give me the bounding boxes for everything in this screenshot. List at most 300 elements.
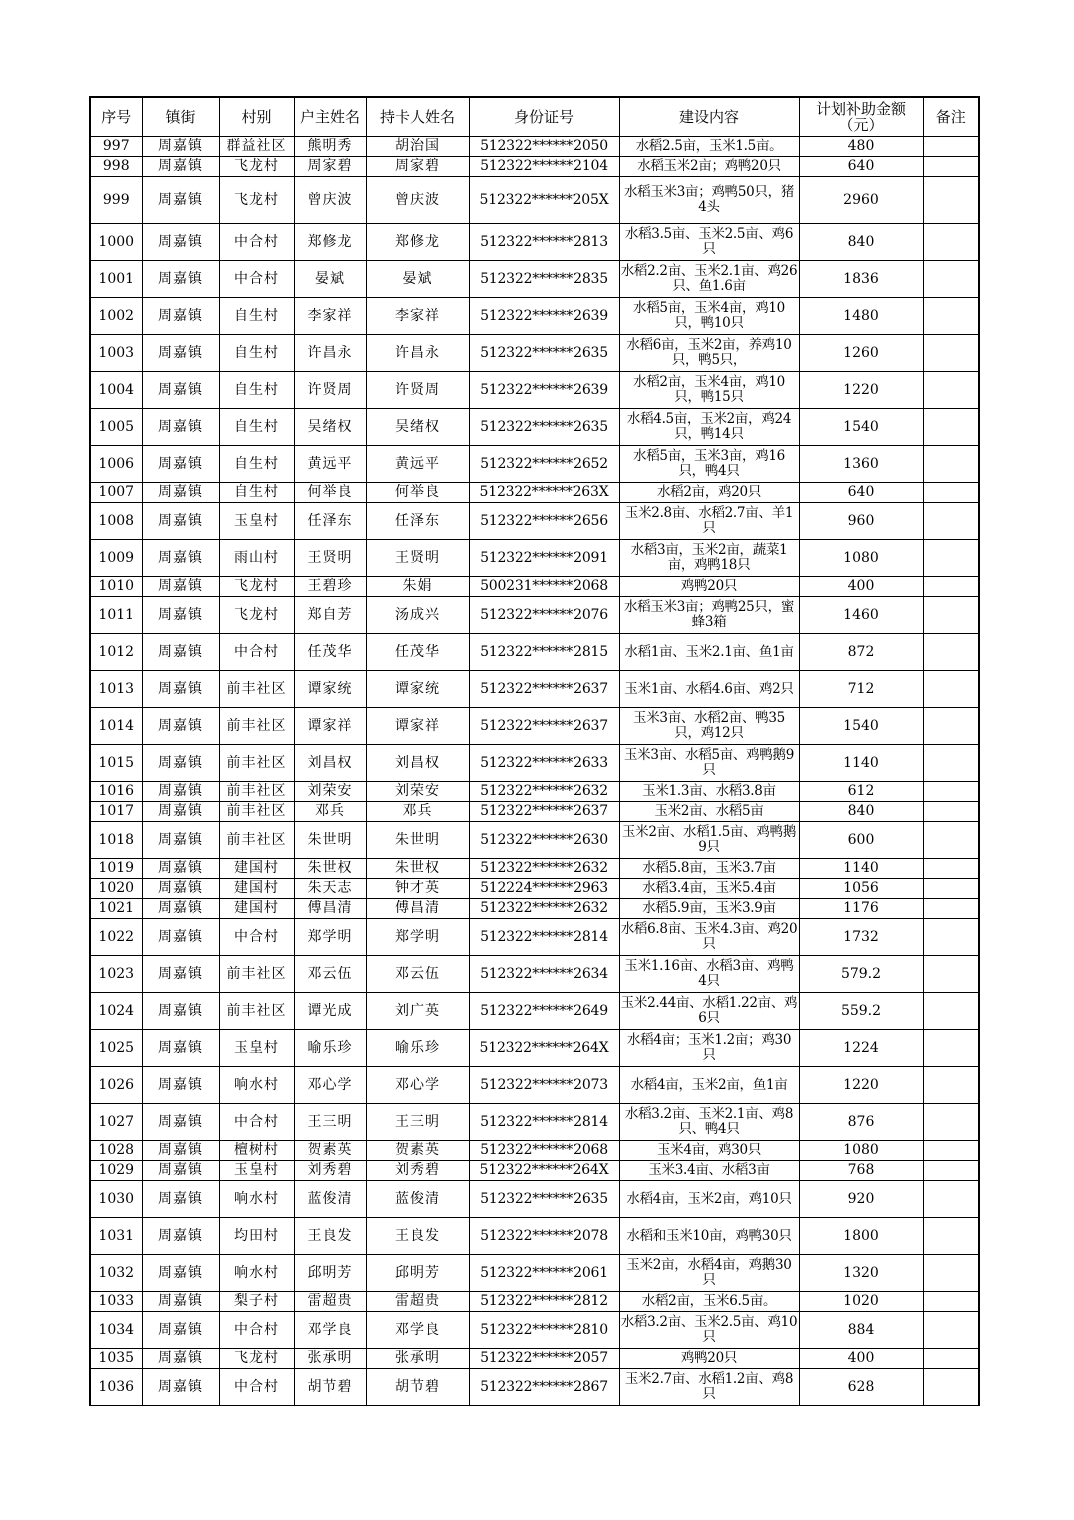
cell-town: 周嘉镇 [142, 483, 219, 503]
cell-holder: 张承明 [366, 1349, 469, 1369]
cell-owner: 邓心学 [294, 1067, 366, 1104]
cell-village: 自生村 [219, 409, 294, 446]
cell-owner: 谭光成 [294, 993, 366, 1030]
cell-amount: 600 [799, 822, 923, 859]
cell-amount: 768 [799, 1161, 923, 1181]
cell-build: 水稻4亩，玉米2亩，鱼1亩 [619, 1067, 799, 1104]
table-row [90, 919, 979, 956]
cell-town: 周嘉镇 [142, 335, 219, 372]
cell-holder: 雷超贵 [366, 1292, 469, 1312]
cell-build: 水稻玉米3亩；鸡鸭50只，猪4头 [619, 177, 799, 224]
cell-id: 512322******2652 [469, 446, 619, 483]
cell-amount: 1140 [799, 745, 923, 782]
cell-note [923, 1104, 979, 1141]
cell-id: 512322******2813 [469, 224, 619, 261]
cell-note [923, 335, 979, 372]
cell-id: 512322******2639 [469, 372, 619, 409]
cell-build: 水稻2亩，玉米6.5亩。 [619, 1292, 799, 1312]
cell-town: 周嘉镇 [142, 1218, 219, 1255]
cell-note [923, 956, 979, 993]
cell-amount: 1056 [799, 879, 923, 899]
cell-build: 水稻玉米2亩；鸡鸭20只 [619, 157, 799, 177]
cell-village: 中合村 [219, 1312, 294, 1349]
cell-build: 水稻6亩，玉米2亩，养鸡10只，鸭5只， [619, 335, 799, 372]
table-row [90, 1067, 979, 1104]
cell-build: 玉米3.4亩、水稻3亩 [619, 1161, 799, 1181]
cell-build: 水稻4亩；玉米1.2亩；鸡30只 [619, 1030, 799, 1067]
cell-holder: 朱世明 [366, 822, 469, 859]
table-row [90, 137, 979, 157]
cell-build: 水稻3.2亩、玉米2.5亩、鸡10只 [619, 1312, 799, 1349]
header-village: 村别 [219, 97, 294, 137]
cell-town: 周嘉镇 [142, 372, 219, 409]
cell-id: 512322******2814 [469, 1104, 619, 1141]
cell-id: 512322******2810 [469, 1312, 619, 1349]
cell-note [923, 802, 979, 822]
cell-seq: 1022 [90, 919, 142, 956]
cell-seq: 1013 [90, 671, 142, 708]
table-row [90, 298, 979, 335]
cell-village: 飞龙村 [219, 157, 294, 177]
cell-build: 玉米4亩，鸡30只 [619, 1141, 799, 1161]
table-row [90, 1312, 979, 1349]
table-row [90, 335, 979, 372]
cell-seq: 1033 [90, 1292, 142, 1312]
cell-town: 周嘉镇 [142, 782, 219, 802]
cell-amount: 1800 [799, 1218, 923, 1255]
header-note: 备注 [923, 97, 979, 137]
cell-owner: 许贤周 [294, 372, 366, 409]
table-row [90, 956, 979, 993]
cell-amount: 559.2 [799, 993, 923, 1030]
cell-owner: 谭家祥 [294, 708, 366, 745]
cell-owner: 蓝俊清 [294, 1181, 366, 1218]
cell-id: 512224******2963 [469, 879, 619, 899]
cell-owner: 朱世明 [294, 822, 366, 859]
cell-holder: 王贤明 [366, 540, 469, 577]
cell-town: 周嘉镇 [142, 137, 219, 157]
cell-seq: 1000 [90, 224, 142, 261]
cell-id: 512322******2635 [469, 409, 619, 446]
cell-build: 水稻5亩，玉米4亩，鸡10只，鸭10只 [619, 298, 799, 335]
cell-town: 周嘉镇 [142, 879, 219, 899]
cell-holder: 许昌永 [366, 335, 469, 372]
cell-owner: 谭家统 [294, 671, 366, 708]
cell-owner: 王三明 [294, 1104, 366, 1141]
cell-seq: 1031 [90, 1218, 142, 1255]
cell-holder: 贺素英 [366, 1141, 469, 1161]
cell-build: 玉米2.7亩、水稻1.2亩、鸡8只 [619, 1369, 799, 1406]
table-row [90, 671, 979, 708]
cell-build: 水稻玉米3亩；鸡鸭25只，蜜蜂3箱 [619, 597, 799, 634]
cell-amount: 1460 [799, 597, 923, 634]
cell-amount: 1732 [799, 919, 923, 956]
cell-town: 周嘉镇 [142, 745, 219, 782]
cell-owner: 郑自芳 [294, 597, 366, 634]
cell-id: 512322******2649 [469, 993, 619, 1030]
cell-id: 512322******2814 [469, 919, 619, 956]
cell-town: 周嘉镇 [142, 1141, 219, 1161]
cell-id: 512322******2076 [469, 597, 619, 634]
cell-village: 前丰社区 [219, 745, 294, 782]
cell-town: 周嘉镇 [142, 577, 219, 597]
cell-seq: 998 [90, 157, 142, 177]
cell-build: 玉米2亩，水稻4亩，鸡鹅30只 [619, 1255, 799, 1292]
table-row [90, 634, 979, 671]
cell-id: 512322******2639 [469, 298, 619, 335]
cell-owner: 朱天志 [294, 879, 366, 899]
cell-id: 512322******2057 [469, 1349, 619, 1369]
cell-amount: 400 [799, 577, 923, 597]
table-row [90, 879, 979, 899]
cell-holder: 何举良 [366, 483, 469, 503]
cell-town: 周嘉镇 [142, 1292, 219, 1312]
cell-amount: 1320 [799, 1255, 923, 1292]
cell-owner: 周家碧 [294, 157, 366, 177]
cell-village: 自生村 [219, 483, 294, 503]
cell-id: 512322******2078 [469, 1218, 619, 1255]
cell-owner: 任泽东 [294, 503, 366, 540]
cell-build: 水稻1亩、玉米2.1亩、鱼1亩 [619, 634, 799, 671]
cell-seq: 1028 [90, 1141, 142, 1161]
table-row [90, 1141, 979, 1161]
cell-seq: 1029 [90, 1161, 142, 1181]
header-seq: 序号 [90, 97, 142, 137]
cell-seq: 1027 [90, 1104, 142, 1141]
cell-seq: 1002 [90, 298, 142, 335]
cell-owner: 熊明秀 [294, 137, 366, 157]
cell-town: 周嘉镇 [142, 822, 219, 859]
cell-owner: 张承明 [294, 1349, 366, 1369]
cell-id: 512322******2635 [469, 335, 619, 372]
cell-id: 512322******2867 [469, 1369, 619, 1406]
cell-village: 玉皇村 [219, 1161, 294, 1181]
table-row [90, 708, 979, 745]
cell-id: 512322******264X [469, 1030, 619, 1067]
cell-holder: 周家碧 [366, 157, 469, 177]
cell-note [923, 446, 979, 483]
cell-note [923, 157, 979, 177]
cell-build: 玉米1.16亩、水稻3亩、鸡鸭4只 [619, 956, 799, 993]
cell-amount: 1080 [799, 540, 923, 577]
cell-build: 水稻2亩，鸡20只 [619, 483, 799, 503]
cell-seq: 1012 [90, 634, 142, 671]
header-row [90, 97, 979, 137]
cell-town: 周嘉镇 [142, 1255, 219, 1292]
cell-amount: 884 [799, 1312, 923, 1349]
cell-amount: 1360 [799, 446, 923, 483]
cell-note [923, 822, 979, 859]
cell-town: 周嘉镇 [142, 540, 219, 577]
cell-owner: 任茂华 [294, 634, 366, 671]
cell-id: 512322******2637 [469, 802, 619, 822]
cell-id: 512322******2633 [469, 745, 619, 782]
cell-village: 飞龙村 [219, 577, 294, 597]
cell-village: 前丰社区 [219, 782, 294, 802]
cell-village: 前丰社区 [219, 956, 294, 993]
cell-amount: 1260 [799, 335, 923, 372]
cell-amount: 840 [799, 224, 923, 261]
cell-amount: 628 [799, 1369, 923, 1406]
table-row [90, 503, 979, 540]
cell-town: 周嘉镇 [142, 919, 219, 956]
cell-build: 水稻5亩，玉米3亩，鸡16只，鸭4只 [619, 446, 799, 483]
table-row [90, 1030, 979, 1067]
cell-note [923, 177, 979, 224]
cell-holder: 郑修龙 [366, 224, 469, 261]
cell-village: 前丰社区 [219, 708, 294, 745]
cell-note [923, 597, 979, 634]
cell-village: 中合村 [219, 919, 294, 956]
cell-village: 中合村 [219, 1369, 294, 1406]
cell-holder: 胡节碧 [366, 1369, 469, 1406]
cell-amount: 640 [799, 483, 923, 503]
cell-note [923, 634, 979, 671]
cell-note [923, 1349, 979, 1369]
table-row [90, 261, 979, 298]
cell-id: 512322******2812 [469, 1292, 619, 1312]
header-id: 身份证号 [469, 97, 619, 137]
cell-id: 512322******2073 [469, 1067, 619, 1104]
cell-id: 512322******2635 [469, 1181, 619, 1218]
cell-village: 自生村 [219, 298, 294, 335]
cell-owner: 邱明芳 [294, 1255, 366, 1292]
table-row [90, 1255, 979, 1292]
cell-note [923, 298, 979, 335]
cell-holder: 任泽东 [366, 503, 469, 540]
cell-build: 水稻6.8亩、玉米4.3亩、鸡20只 [619, 919, 799, 956]
cell-note [923, 919, 979, 956]
cell-village: 响水村 [219, 1067, 294, 1104]
cell-amount: 400 [799, 1349, 923, 1369]
cell-seq: 1004 [90, 372, 142, 409]
cell-holder: 郑学明 [366, 919, 469, 956]
cell-village: 前丰社区 [219, 802, 294, 822]
table-body [90, 137, 979, 1406]
cell-id: 512322******263X [469, 483, 619, 503]
cell-build: 玉米1亩、水稻4.6亩、鸡2只 [619, 671, 799, 708]
cell-id: 512322******2061 [469, 1255, 619, 1292]
cell-owner: 邓云伍 [294, 956, 366, 993]
cell-seq: 1011 [90, 597, 142, 634]
cell-holder: 刘秀碧 [366, 1161, 469, 1181]
cell-village: 响水村 [219, 1181, 294, 1218]
cell-note [923, 1181, 979, 1218]
cell-note [923, 1255, 979, 1292]
table-row [90, 1104, 979, 1141]
cell-owner: 李家祥 [294, 298, 366, 335]
cell-seq: 1014 [90, 708, 142, 745]
cell-note [923, 899, 979, 919]
cell-owner: 许昌永 [294, 335, 366, 372]
cell-holder: 李家祥 [366, 298, 469, 335]
cell-build: 水稻和玉米10亩，鸡鸭30只 [619, 1218, 799, 1255]
cell-build: 玉米3亩、水稻2亩、鸭35只，鸡12只 [619, 708, 799, 745]
cell-seq: 1003 [90, 335, 142, 372]
cell-town: 周嘉镇 [142, 298, 219, 335]
cell-owner: 刘秀碧 [294, 1161, 366, 1181]
cell-amount: 1080 [799, 1141, 923, 1161]
cell-amount: 1220 [799, 372, 923, 409]
cell-holder: 汤成兴 [366, 597, 469, 634]
cell-village: 中合村 [219, 634, 294, 671]
cell-seq: 1030 [90, 1181, 142, 1218]
cell-note [923, 261, 979, 298]
cell-village: 檀树村 [219, 1141, 294, 1161]
cell-id: 512322******2104 [469, 157, 619, 177]
cell-seq: 1009 [90, 540, 142, 577]
cell-town: 周嘉镇 [142, 224, 219, 261]
cell-holder: 王三明 [366, 1104, 469, 1141]
table-row [90, 993, 979, 1030]
cell-town: 周嘉镇 [142, 261, 219, 298]
cell-seq: 1025 [90, 1030, 142, 1067]
cell-seq: 1010 [90, 577, 142, 597]
cell-holder: 蓝俊清 [366, 1181, 469, 1218]
cell-holder: 喻乐珍 [366, 1030, 469, 1067]
table-row [90, 483, 979, 503]
cell-build: 玉米2.44亩、水稻1.22亩、鸡6只 [619, 993, 799, 1030]
cell-village: 前丰社区 [219, 822, 294, 859]
cell-note [923, 1067, 979, 1104]
cell-town: 周嘉镇 [142, 956, 219, 993]
cell-id: 500231******2068 [469, 577, 619, 597]
cell-owner: 吴绪权 [294, 409, 366, 446]
cell-village: 前丰社区 [219, 993, 294, 1030]
cell-id: 512322******2634 [469, 956, 619, 993]
cell-town: 周嘉镇 [142, 993, 219, 1030]
cell-amount: 2960 [799, 177, 923, 224]
table-row [90, 859, 979, 879]
cell-build: 水稻3.5亩、玉米2.5亩、鸡6只 [619, 224, 799, 261]
cell-holder: 傅昌清 [366, 899, 469, 919]
cell-holder: 刘昌权 [366, 745, 469, 782]
cell-amount: 920 [799, 1181, 923, 1218]
cell-holder: 邱明芳 [366, 1255, 469, 1292]
cell-seq: 1020 [90, 879, 142, 899]
cell-seq: 1016 [90, 782, 142, 802]
cell-build: 水稻4亩，玉米2亩，鸡10只 [619, 1181, 799, 1218]
cell-owner: 晏斌 [294, 261, 366, 298]
header-holder: 持卡人姓名 [366, 97, 469, 137]
cell-holder: 黄远平 [366, 446, 469, 483]
cell-id: 512322******205X [469, 177, 619, 224]
cell-seq: 999 [90, 177, 142, 224]
cell-holder: 王良发 [366, 1218, 469, 1255]
cell-village: 中合村 [219, 224, 294, 261]
header-amount [799, 97, 923, 137]
cell-amount: 480 [799, 137, 923, 157]
table-row [90, 822, 979, 859]
cell-amount: 1836 [799, 261, 923, 298]
cell-id: 512322******2050 [469, 137, 619, 157]
cell-village: 飞龙村 [219, 597, 294, 634]
cell-owner: 雷超贵 [294, 1292, 366, 1312]
cell-owner: 胡节碧 [294, 1369, 366, 1406]
cell-amount: 1540 [799, 708, 923, 745]
table-row [90, 1218, 979, 1255]
header-build: 建设内容 [619, 97, 799, 137]
cell-note [923, 1030, 979, 1067]
cell-town: 周嘉镇 [142, 1161, 219, 1181]
cell-note [923, 859, 979, 879]
cell-build: 鸡鸭20只 [619, 577, 799, 597]
cell-note [923, 671, 979, 708]
cell-amount: 1220 [799, 1067, 923, 1104]
cell-note [923, 224, 979, 261]
cell-note [923, 503, 979, 540]
cell-town: 周嘉镇 [142, 446, 219, 483]
cell-village: 玉皇村 [219, 503, 294, 540]
cell-build: 水稻2亩，玉米4亩，鸡10只，鸭15只 [619, 372, 799, 409]
cell-amount: 840 [799, 802, 923, 822]
cell-amount: 1020 [799, 1292, 923, 1312]
table-row [90, 177, 979, 224]
cell-seq: 1015 [90, 745, 142, 782]
cell-village: 飞龙村 [219, 1349, 294, 1369]
cell-seq: 1007 [90, 483, 142, 503]
cell-owner: 黄远平 [294, 446, 366, 483]
cell-holder: 谭家祥 [366, 708, 469, 745]
cell-build: 水稻5.8亩，玉米3.7亩 [619, 859, 799, 879]
cell-build: 玉米3亩、水稻5亩、鸡鸭鹅9只 [619, 745, 799, 782]
cell-town: 周嘉镇 [142, 1312, 219, 1349]
cell-seq: 1023 [90, 956, 142, 993]
cell-seq: 1006 [90, 446, 142, 483]
cell-town: 周嘉镇 [142, 1349, 219, 1369]
cell-build: 玉米2.8亩、水稻2.7亩、羊1只 [619, 503, 799, 540]
cell-holder: 曾庆波 [366, 177, 469, 224]
cell-village: 雨山村 [219, 540, 294, 577]
cell-town: 周嘉镇 [142, 597, 219, 634]
cell-owner: 郑修龙 [294, 224, 366, 261]
table-row [90, 446, 979, 483]
cell-owner: 邓学良 [294, 1312, 366, 1349]
cell-build: 水稻4.5亩，玉米2亩，鸡24只，鸭14只 [619, 409, 799, 446]
cell-id: 512322******2656 [469, 503, 619, 540]
header-amount-line1: 计划补助金额 [815, 100, 906, 118]
cell-town: 周嘉镇 [142, 802, 219, 822]
cell-id: 512322******2068 [469, 1141, 619, 1161]
cell-seq: 1032 [90, 1255, 142, 1292]
cell-village: 中合村 [219, 1104, 294, 1141]
cell-village: 响水村 [219, 1255, 294, 1292]
cell-holder: 刘广英 [366, 993, 469, 1030]
cell-seq: 1021 [90, 899, 142, 919]
cell-holder: 谭家统 [366, 671, 469, 708]
cell-seq: 997 [90, 137, 142, 157]
cell-note [923, 745, 979, 782]
cell-seq: 1035 [90, 1349, 142, 1369]
cell-village: 建国村 [219, 899, 294, 919]
cell-town: 周嘉镇 [142, 1030, 219, 1067]
cell-seq: 1005 [90, 409, 142, 446]
cell-id: 512322******2637 [469, 708, 619, 745]
cell-note [923, 137, 979, 157]
cell-seq: 1026 [90, 1067, 142, 1104]
cell-holder: 邓心学 [366, 1067, 469, 1104]
cell-town: 周嘉镇 [142, 708, 219, 745]
cell-holder: 许贤周 [366, 372, 469, 409]
cell-note [923, 993, 979, 1030]
table-row [90, 1181, 979, 1218]
cell-town: 周嘉镇 [142, 1104, 219, 1141]
cell-id: 512322******2091 [469, 540, 619, 577]
cell-id: 512322******2630 [469, 822, 619, 859]
header-amount-line2: （元） [838, 116, 884, 134]
cell-owner: 朱世权 [294, 859, 366, 879]
cell-village: 中合村 [219, 261, 294, 298]
